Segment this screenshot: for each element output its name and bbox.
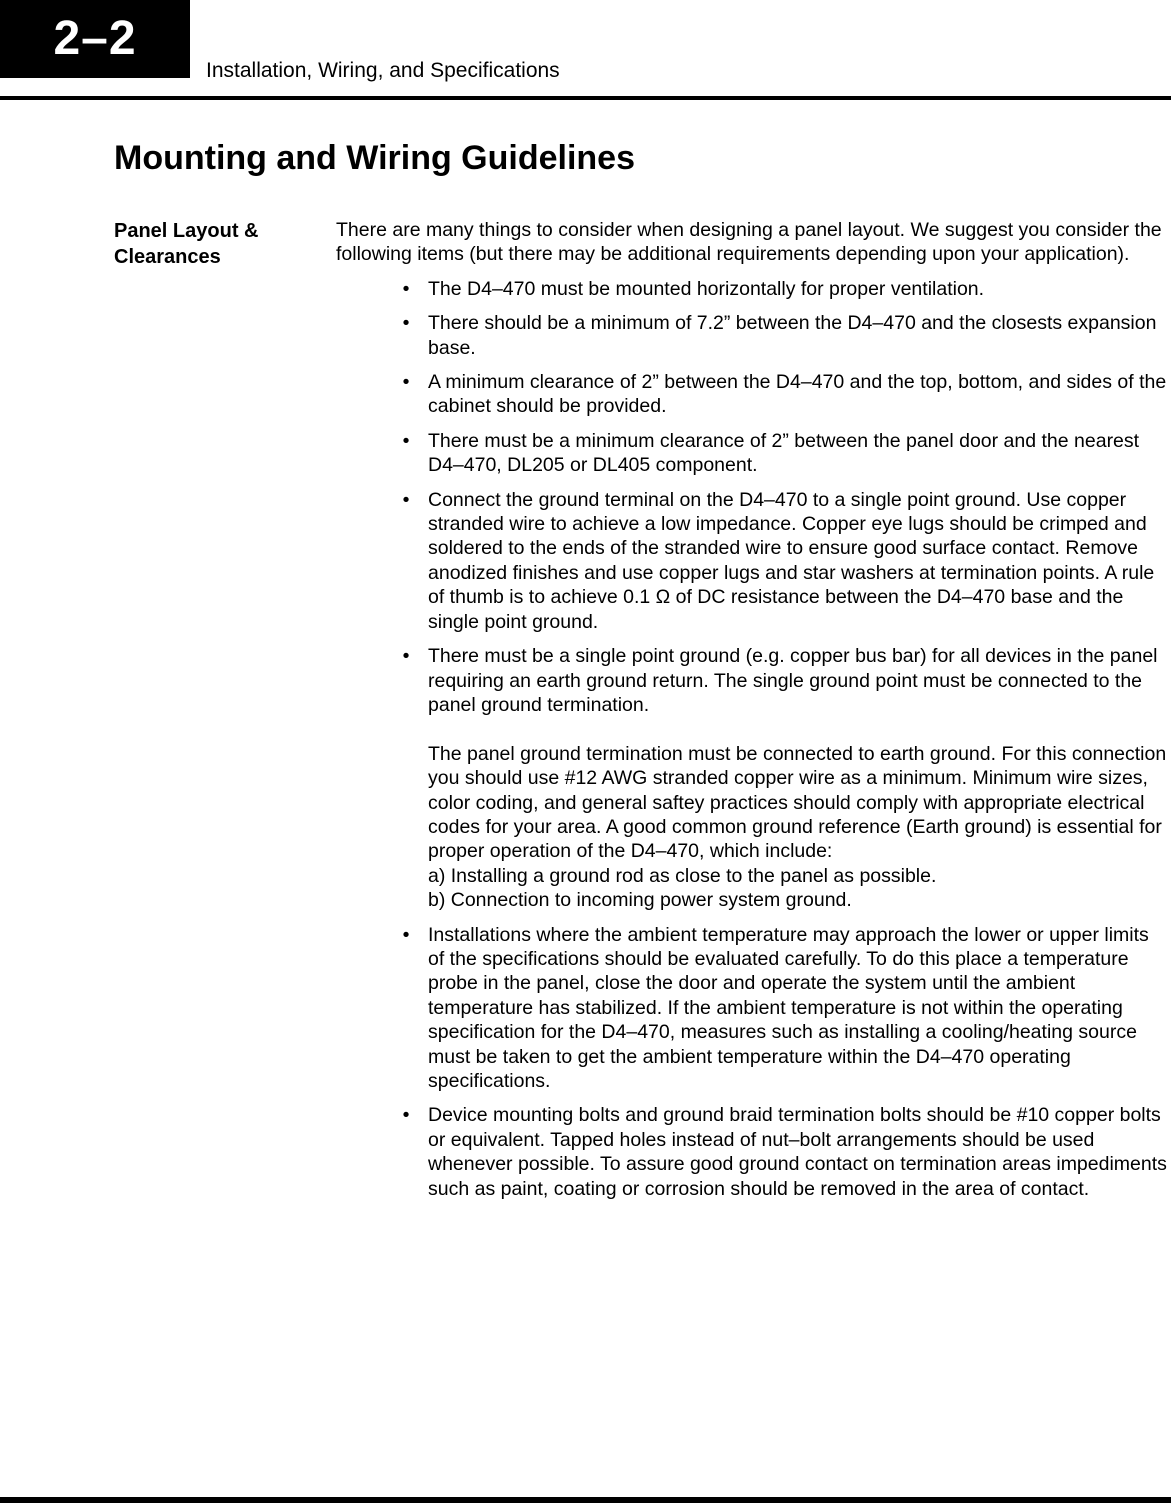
list-item: [336, 488, 1168, 634]
list-item-text: There must be a single point ground (e.g. copper bus bar) for all devices in the panel requiring an earth ground return. The single ground point must be connected to the panel ground termination.: [428, 645, 1158, 716]
page-number-tab: 2–2: [0, 0, 190, 78]
section-header: Installation, Wiring, and Specifications: [206, 59, 560, 82]
bullet-icon: •: [402, 488, 410, 511]
list-item-text: Device mounting bolts and ground braid termination bolts should be #10 copper bolts or equivalent. Tapped holes instead of nut–bolt arrangements should be used whenever possible. To assure good ground contact on termination areas impediments such as paint, coating or corrosion should be removed in the area of contact.: [428, 1104, 1167, 1200]
list-item: [336, 429, 1168, 478]
side-heading-line-1: Panel Layout &: [114, 220, 259, 242]
list-item-line-b: b) Connection to incoming power system ground.: [428, 889, 852, 912]
bullet-icon: •: [402, 277, 410, 300]
list-item: [336, 644, 1168, 912]
list-item-text: The D4–470 must be mounted horizontally for proper ventilation.: [428, 277, 985, 300]
side-heading: [114, 218, 314, 270]
bullet-icon: •: [402, 923, 410, 946]
list-item: [336, 1103, 1168, 1201]
list-item-text: There must be a minimum clearance of 2” between the panel door and the nearest D4–470, DL205 or DL405 component.: [428, 429, 1140, 477]
list-item-text: A minimum clearance of 2” between the D4–470 and the top, bottom, and sides of the cabinet should be provided.: [428, 371, 1167, 418]
guideline-list: [336, 277, 1168, 1201]
side-heading-line-2: Clearances: [114, 246, 221, 268]
footer-rule: [0, 1497, 1171, 1503]
page-title: Mounting and Wiring Guidelines: [114, 139, 635, 177]
list-item: [336, 923, 1168, 1094]
list-item-text: Installations where the ambient temperature may approach the lower or upper limits of the specifications should be evaluated carefully. To do this place a temperature probe in the panel, close the door and operate the system until the ambient temperature has stabilized. If the ambient temperature is not within the operating specification for the D4–470, measures such as installing a cooling/heating source must be taken to get the ambient temperature within the D4–470 operating specifications.: [428, 923, 1149, 1092]
header-rule: [0, 96, 1171, 100]
list-item-line-a: a) Installing a ground rod as close to the panel as possible.: [428, 864, 937, 887]
bullet-icon: •: [402, 1104, 410, 1127]
list-item-paragraph-2: The panel ground termination must be connected to earth ground. For this connection you should use #12 AWG stranded copper wire as a minimum. Minimum wire sizes, color coding, and general saftey practices should comply with appropriate electrical codes for your area. A good common ground reference (Earth ground) is essential for proper operation of the D4–470, which include:: [428, 742, 1167, 863]
list-item-text: There should be a minimum of 7.2” between the D4–470 and the closests expansion base.: [428, 312, 1157, 359]
bullet-icon: •: [402, 371, 410, 394]
intro-paragraph: There are many things to consider when designing a panel layout. We suggest you consider the following items (but there may be additional requirements depending upon your application).: [336, 219, 1162, 266]
list-item: [336, 370, 1168, 419]
body-content: [336, 218, 1168, 1211]
list-item: [336, 311, 1168, 360]
list-item: [336, 277, 1168, 301]
list-item-text: Connect the ground terminal on the D4–470 to a single point ground. Use copper stranded wire to achieve a low impedance. Copper eye lugs should be crimped and soldered to the ends of the stranded wire to ensure good surface contact. Remove anodized finishes and use copper lugs and star washers at termination points. A rule of thumb is to achieve 0.1 Ω of DC resistance between the D4–470 base and the single point ground.: [428, 488, 1155, 633]
bullet-icon: •: [402, 312, 410, 335]
bullet-icon: •: [402, 645, 410, 668]
bullet-icon: •: [402, 429, 410, 452]
